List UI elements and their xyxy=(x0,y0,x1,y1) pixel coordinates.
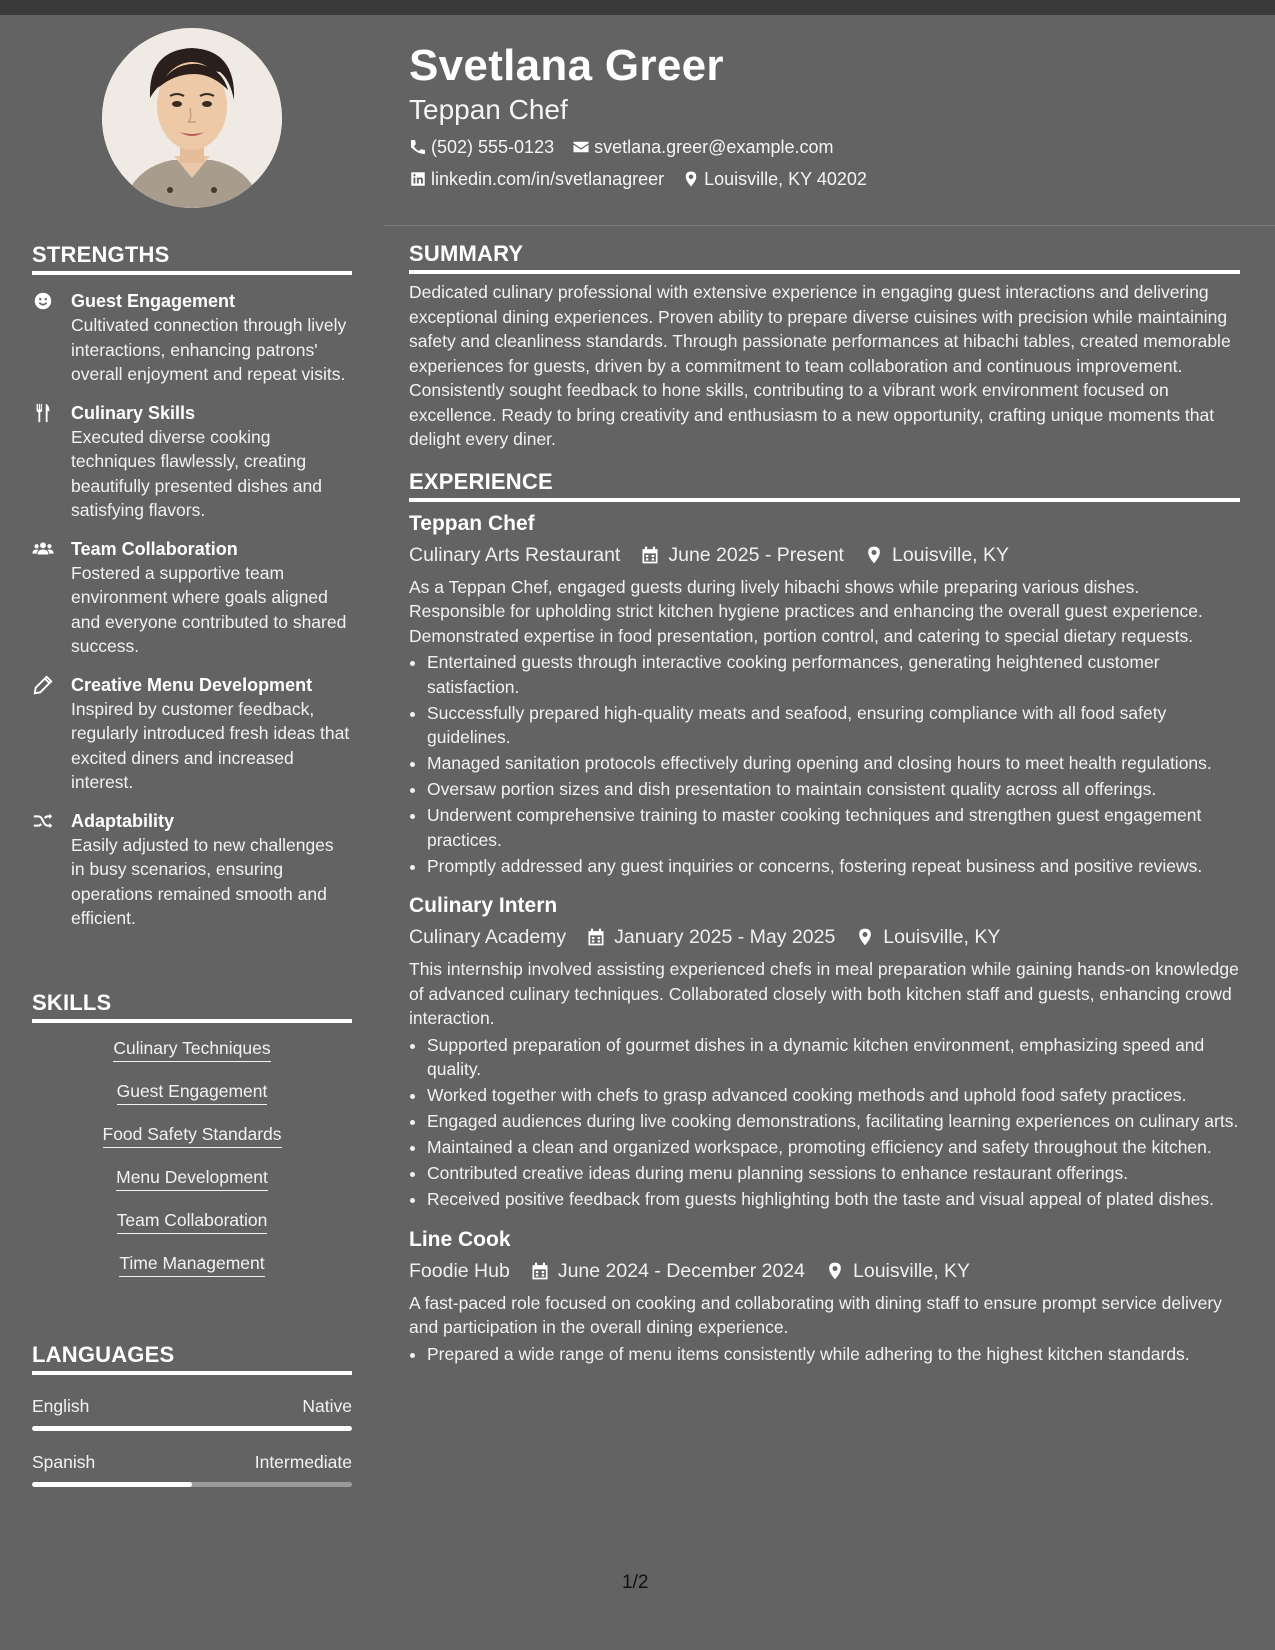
map-pin-icon xyxy=(855,927,875,947)
page-indicator: 1/2 xyxy=(622,1572,649,1593)
strength-name: Guest Engagement xyxy=(71,291,236,311)
job-title: Line Cook xyxy=(409,1227,511,1251)
users-icon xyxy=(32,538,56,560)
phone-icon xyxy=(409,138,427,156)
pencil-icon xyxy=(32,674,56,696)
skill-tag: Guest Engagement xyxy=(117,1080,268,1105)
job-entry xyxy=(409,510,1240,879)
strength-name: Adaptability xyxy=(71,810,175,831)
job-dates: June 2025 - Present xyxy=(668,543,844,566)
strength-name: Culinary Skills xyxy=(71,402,196,423)
experience-heading: EXPERIENCE xyxy=(409,469,1240,502)
job-location: Louisville, KY xyxy=(891,543,1010,566)
location-text: Louisville, KY 40202 xyxy=(704,169,867,189)
job-bullet: • Managed sanitation protocols effectively during opening and closing hours to meet health regulations. xyxy=(427,751,1240,776)
job-company: Culinary Arts Restaurant xyxy=(409,543,621,566)
skill-tag: Time Management xyxy=(119,1252,264,1277)
job-bullet: • Entertained guests through interactive cooking performances, generating heightened customer satisfaction. xyxy=(427,650,1240,699)
header-divider xyxy=(384,225,1275,226)
strength-name: Team Collaboration xyxy=(71,538,238,559)
location-contact xyxy=(682,167,867,191)
skill-tag: Menu Development xyxy=(116,1166,268,1191)
language-name: Spanish xyxy=(32,1452,96,1472)
utensils-icon xyxy=(32,402,56,424)
job-description: A fast-paced role focused on cooking and collaborating with dining staff to ensure prompt service delivery and participation in the overall dining experience. xyxy=(409,1292,1222,1337)
languages-section xyxy=(32,1342,352,1487)
job-bullet: • Engaged audiences during live cooking demonstrations, facilitating learning experiences on culinary arts. xyxy=(427,1109,1240,1134)
job-bullet: • Worked together with chefs to grasp advanced cooking methods and uphold food safety practices. xyxy=(427,1083,1240,1108)
strength-desc: Cultivated connection through lively interactions, enhancing patrons' overall enjoyment and repeat visits. xyxy=(71,315,347,384)
language-name: English xyxy=(32,1396,90,1416)
strength-item xyxy=(32,809,352,931)
calendar-icon xyxy=(640,545,660,565)
skills-section xyxy=(32,990,352,1295)
skills-heading: SKILLS xyxy=(32,990,352,1023)
job-description: This internship involved assisting experienced chefs in meal preparation while gaining hands-on knowledge of advanced culinary techniques. Collaborated closely with both kitchen staff and guests, enhancing crowd interaction. xyxy=(409,959,1239,1028)
language-level: Intermediate xyxy=(254,1452,352,1472)
strength-desc: Easily adjusted to new challenges in busy scenarios, ensuring operations remained smooth and efficient. xyxy=(71,834,334,928)
contact-row xyxy=(409,135,1249,159)
skill-tag: Food Safety Standards xyxy=(103,1123,282,1148)
right-column xyxy=(409,241,1240,1368)
job-bullet: • Maintained a clean and organized workspace, promoting efficiency and safety throughout the kitchen. xyxy=(427,1135,1240,1160)
skill-list xyxy=(32,1037,352,1295)
experience-section xyxy=(409,469,1240,1367)
strength-item xyxy=(32,401,352,523)
job-description: As a Teppan Chef, engaged guests during lively hibachi shows while preparing various dishes. Responsible for upholding strict kitchen hygiene practices and enhancing the overall guest experience. Demonstrated expertise in food presentation, portion control, and catering to special dietary requests. xyxy=(409,576,1203,646)
email-text[interactable]: svetlana.greer@example.com xyxy=(594,137,834,157)
job-meta xyxy=(409,922,1240,952)
language-proficiency-fill xyxy=(32,1426,352,1431)
job-entry xyxy=(409,892,1240,1212)
job-bullet: • Underwent comprehensive training to master cooking techniques and strengthen guest engagement practices. xyxy=(427,803,1240,852)
strengths-heading: STRENGTHS xyxy=(32,242,352,275)
language-item xyxy=(32,1451,352,1487)
strength-desc: Executed diverse cooking techniques flawlessly, creating beautifully presented dishes and satisfying flavors. xyxy=(71,426,323,520)
shuffle-icon xyxy=(32,810,56,832)
strength-desc: Inspired by customer feedback, regularly introduced fresh ideas that excited diners and increased interest. xyxy=(71,698,350,792)
email-contact[interactable] xyxy=(572,135,833,159)
job-location: Louisville, KY xyxy=(883,926,1001,948)
job-bullets xyxy=(409,1342,1240,1367)
summary-text: Dedicated culinary professional with extensive experience in engaging guest interactions and delivering exceptional dining experiences. Proven ability to prepare diverse cuisines with precision while maintaining safety and cleanliness standards. Through passionate performances at hibachi tables, created memorable experiences for guests, driven by a commitment to team collaboration and continuous improvement. Consistently sought feedback to hone skills, contributing to a vibrant work environment focused on excellence. Ready to bring creativity and enthusiasm to a new opportunity, crafting unique moments that delight every diner. xyxy=(409,282,1231,449)
phone-contact xyxy=(409,135,554,159)
job-title: Culinary Intern xyxy=(409,894,558,917)
summary-heading: SUMMARY xyxy=(409,241,1240,274)
language-proficiency-bar xyxy=(32,1482,352,1487)
avatar-illustration xyxy=(102,28,282,208)
job-company: Foodie Hub xyxy=(409,1259,510,1282)
strength-desc: Fostered a supportive team environment where goals aligned and everyone contributed to shared success. xyxy=(71,562,347,656)
map-pin-icon xyxy=(825,1261,845,1281)
candidate-name: Svetlana Greer xyxy=(409,41,724,90)
job-bullet: • Contributed creative ideas during menu planning sessions to enhance restaurant offerings. xyxy=(427,1161,1240,1186)
language-level: Native xyxy=(302,1396,352,1416)
skill-tag: Culinary Techniques xyxy=(113,1037,270,1062)
resume-header xyxy=(409,40,1249,191)
linkedin-text[interactable]: linkedin.com/in/svetlanagreer xyxy=(431,169,665,189)
candidate-title: Teppan Chef xyxy=(409,94,568,125)
job-bullets xyxy=(409,1033,1240,1212)
calendar-icon xyxy=(586,927,606,947)
job-bullet: • Received positive feedback from guests highlighting both the taste and visual appeal of plated dishes. xyxy=(427,1187,1240,1212)
job-bullet: • Promptly addressed any guest inquiries or concerns, fostering repeat business and positive reviews. xyxy=(427,854,1240,879)
linkedin-icon xyxy=(409,170,427,188)
language-item xyxy=(32,1395,352,1431)
language-proficiency-bar xyxy=(32,1426,352,1431)
map-pin-icon xyxy=(864,545,884,565)
calendar-icon xyxy=(530,1261,550,1281)
job-dates: June 2024 - December 2024 xyxy=(557,1259,805,1282)
job-meta xyxy=(409,540,1240,570)
strength-item xyxy=(32,673,352,795)
job-location: Louisville, KY xyxy=(853,1259,971,1282)
job-bullet: • Successfully prepared high-quality meats and seafood, ensuring compliance with all food safety guidelines. xyxy=(427,701,1240,750)
summary-section xyxy=(409,241,1240,452)
profile-photo xyxy=(102,28,282,208)
job-meta xyxy=(409,1256,1240,1286)
strength-item xyxy=(32,289,352,387)
job-bullet: • Prepared a wide range of menu items consistently while adhering to the highest kitchen standards. xyxy=(427,1342,1240,1367)
job-title: Teppan Chef xyxy=(409,511,535,535)
top-bar xyxy=(0,0,1275,15)
job-entry xyxy=(409,1226,1240,1367)
strength-item xyxy=(32,537,352,659)
job-bullet: • Supported preparation of gourmet dishes in a dynamic kitchen environment, emphasizing speed and quality. xyxy=(427,1033,1240,1082)
languages-heading: LANGUAGES xyxy=(32,1342,352,1375)
linkedin-contact[interactable] xyxy=(409,167,664,191)
job-bullets xyxy=(409,650,1240,878)
map-pin-icon xyxy=(682,170,700,188)
job-bullet: • Oversaw portion sizes and dish presentation to maintain consistent quality across all offerings. xyxy=(427,777,1240,802)
smile-icon xyxy=(32,290,56,312)
envelope-icon xyxy=(572,138,590,156)
job-dates: January 2025 - May 2025 xyxy=(614,926,836,948)
phone-text: (502) 555-0123 xyxy=(431,137,555,157)
job-company: Culinary Academy xyxy=(409,926,567,948)
language-proficiency-fill xyxy=(32,1482,192,1487)
strength-name: Creative Menu Development xyxy=(71,674,313,695)
contact-row xyxy=(409,167,1249,191)
skill-tag: Team Collaboration xyxy=(117,1209,268,1234)
strengths-section xyxy=(32,242,352,931)
